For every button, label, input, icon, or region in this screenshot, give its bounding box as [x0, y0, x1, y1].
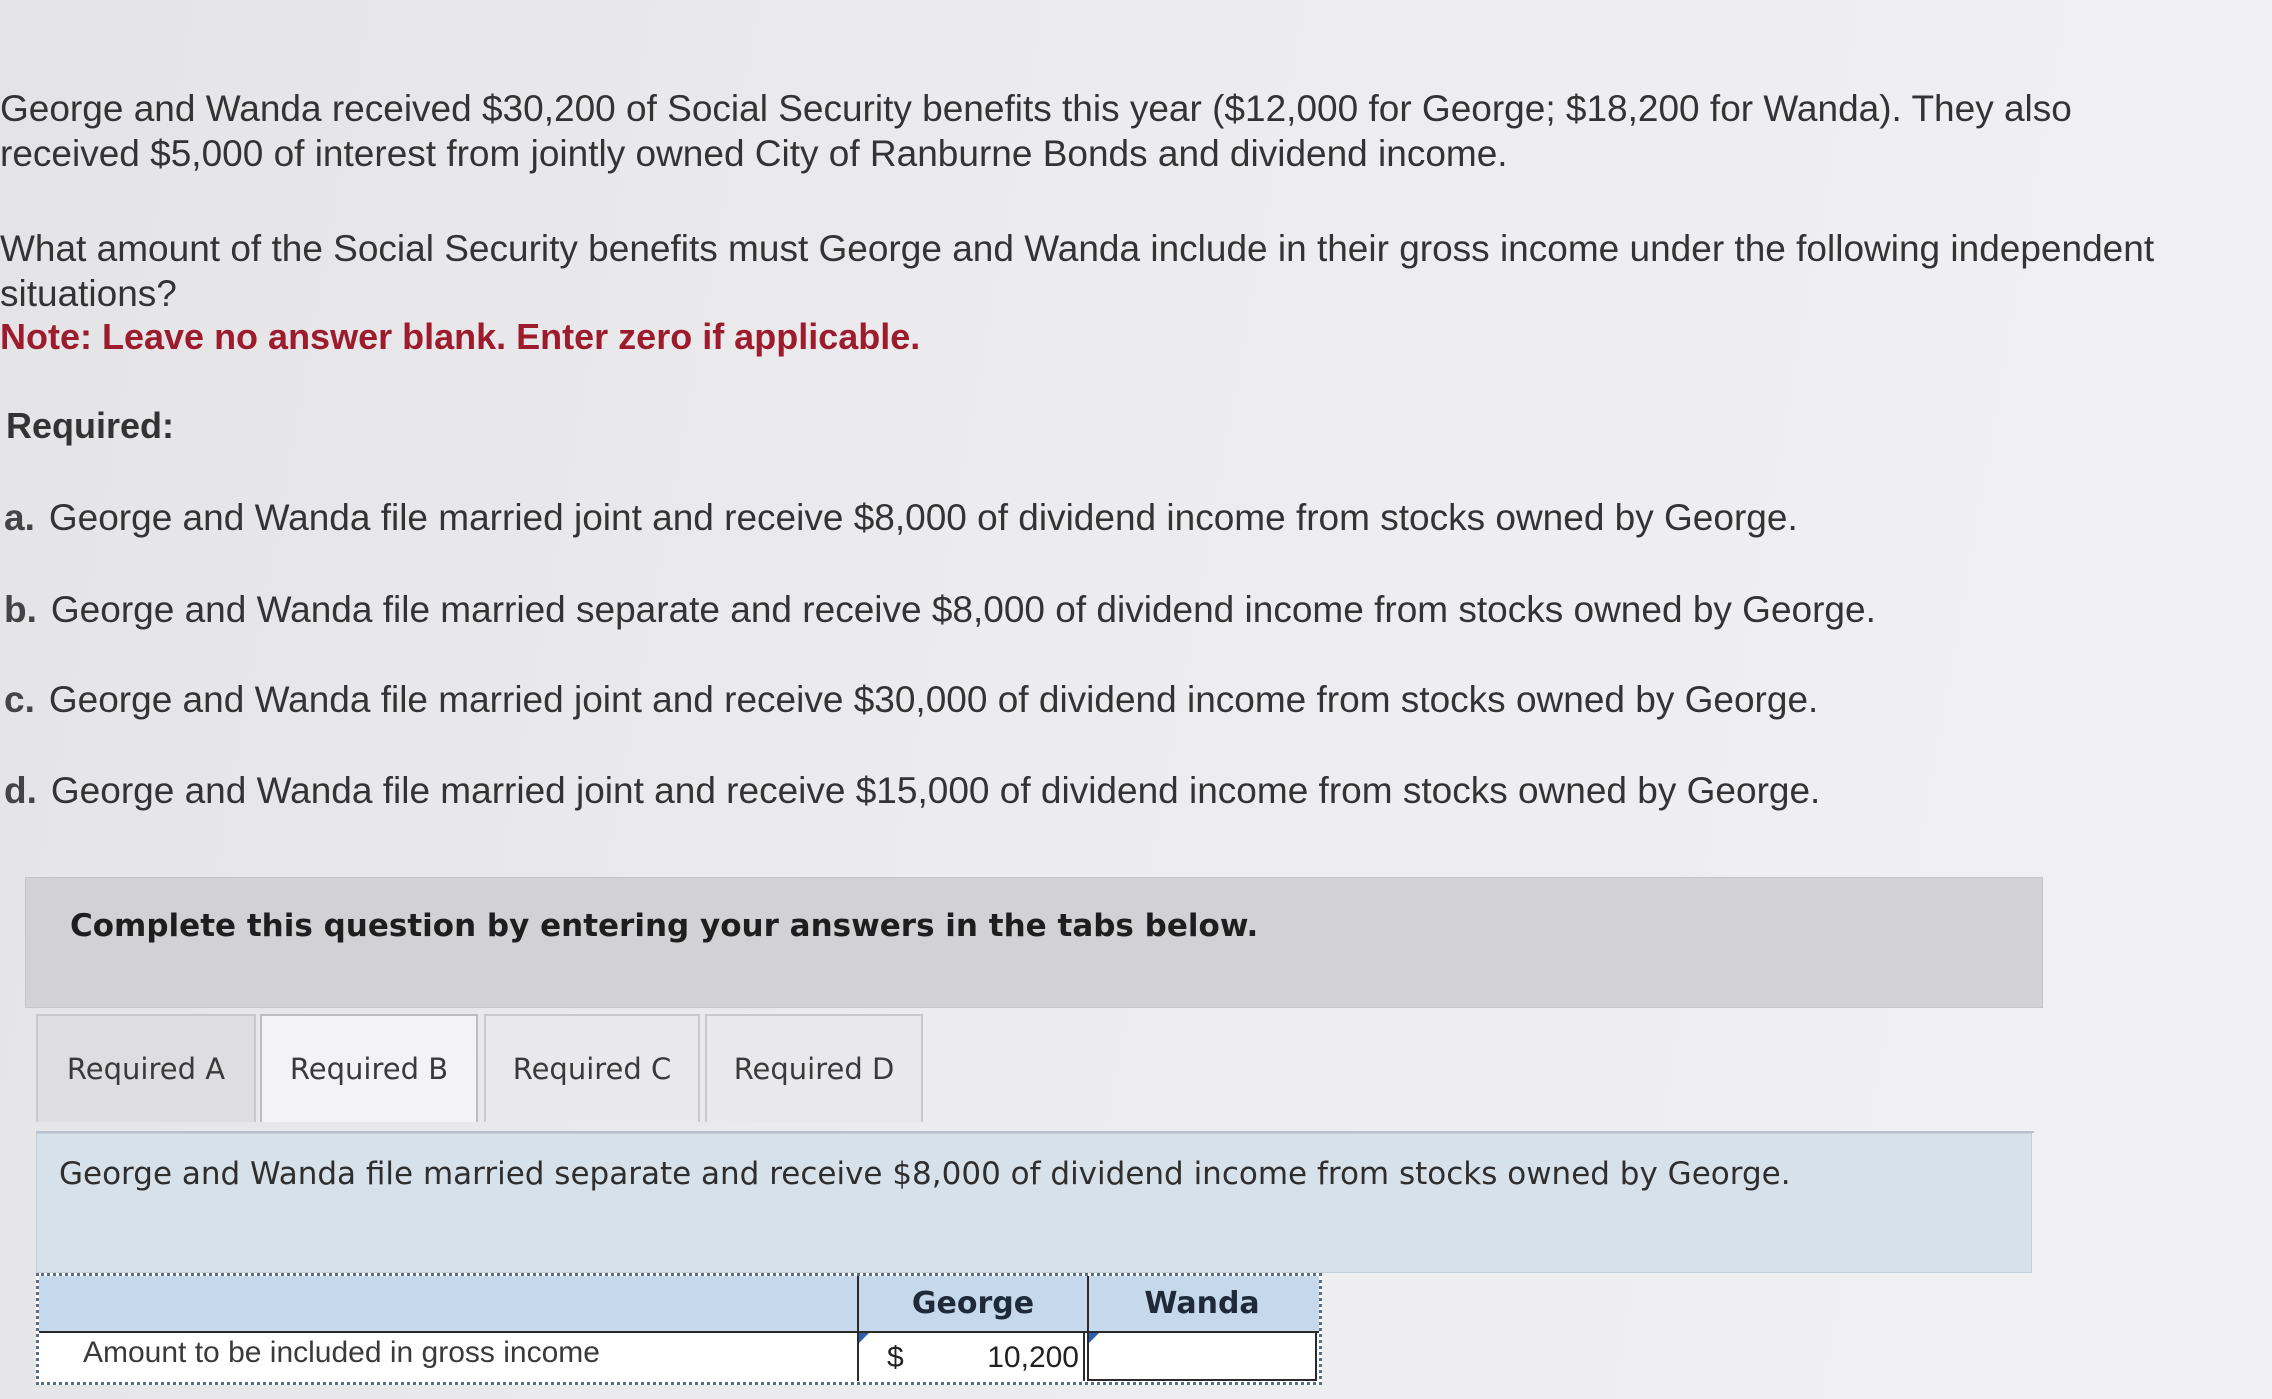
input-flag-icon [859, 1333, 869, 1343]
requirement-b [4, 589, 1876, 631]
currency-symbol: $ [887, 1341, 904, 1374]
tab-required-d[interactable]: Required D [705, 1014, 923, 1122]
input-flag-icon [1089, 1333, 1099, 1343]
requirement-text: George and Wanda file married joint and receive $30,000 of dividend income from stocks owned by George. [48, 679, 1819, 720]
george-amount-value: 10,200 [987, 1341, 1079, 1374]
problem-question: What amount of the Social Security benefits must George and Wanda include in their gross income under the following independent situations? [0, 228, 2155, 314]
requirement-a [4, 497, 1798, 539]
tab-required-a[interactable]: Required A [36, 1014, 256, 1122]
tab-panel [36, 1133, 2032, 1273]
tab-required-c[interactable]: Required C [484, 1014, 700, 1122]
table-header-row [39, 1276, 1319, 1333]
required-heading: Required: [6, 405, 175, 446]
instruction-text: Complete this question by entering your answers in the tabs below. [70, 908, 1259, 944]
column-header-george: George [857, 1276, 1089, 1331]
tab-required-b[interactable]: Required B [260, 1014, 478, 1122]
requirement-text: George and Wanda file married joint and receive $8,000 of dividend income from stocks owned by George. [48, 497, 1798, 538]
requirement-letter: c. [4, 679, 35, 720]
instruction-box [25, 877, 2043, 1008]
column-header-wanda: Wanda [1144, 1286, 1260, 1321]
george-amount-input[interactable] [857, 1333, 1085, 1381]
row-label: Amount to be included in gross income [83, 1336, 600, 1369]
answer-table [36, 1273, 1322, 1385]
requirement-text: George and Wanda file married separate and receive $8,000 of dividend income from stocks owned by George. [50, 589, 1876, 630]
requirement-c [4, 679, 1818, 721]
problem-intro: George and Wanda received $30,200 of Social Security benefits this year ($12,000 for George; $18,200 for Wanda). They also received $5,000 of interest from jointly owned City of Ranburne Bonds and dividend income. [0, 88, 2072, 174]
requirement-letter: d. [4, 770, 37, 811]
requirement-text: George and Wanda file married joint and receive $15,000 of dividend income from stocks owned by George. [50, 770, 1821, 811]
requirement-letter: b. [4, 589, 37, 630]
answer-note: Note: Leave no answer blank. Enter zero if applicable. [0, 316, 921, 357]
requirement-d [4, 770, 1820, 812]
wanda-amount-input[interactable] [1087, 1333, 1317, 1381]
requirement-letter: a. [4, 497, 35, 538]
panel-description: George and Wanda file married separate and receive $8,000 of dividend income from stocks owned by George. [59, 1156, 1791, 1192]
